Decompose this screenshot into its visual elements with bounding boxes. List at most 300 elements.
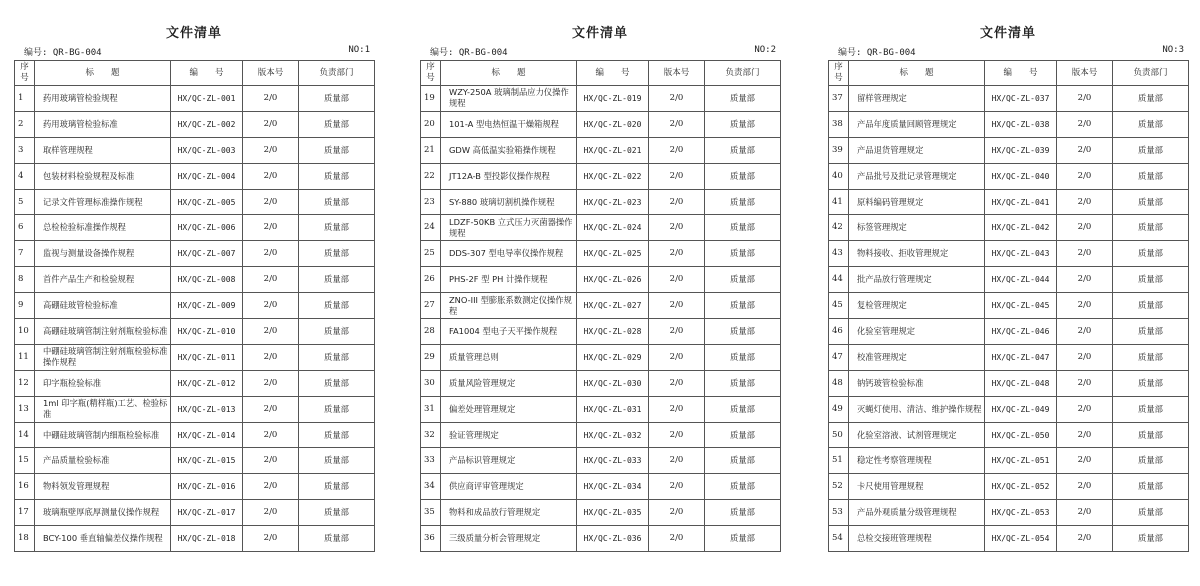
row-seq: 45 (829, 293, 849, 319)
table-row (15, 474, 375, 500)
row-version: 2/0 (649, 111, 705, 137)
header-dept: 负责部门 (705, 61, 781, 86)
row-code: HX/QC-ZL-039 (985, 137, 1057, 163)
row-code: HX/QC-ZL-037 (985, 86, 1057, 112)
row-seq: 17 (15, 500, 35, 526)
row-code: HX/QC-ZL-042 (985, 215, 1057, 241)
row-version: 2/0 (243, 111, 299, 137)
table-row (421, 474, 781, 500)
row-seq: 7 (15, 241, 35, 267)
row-dept: 质量部 (299, 86, 375, 112)
row-code: HX/QC-ZL-020 (577, 111, 649, 137)
row-version: 2/0 (649, 500, 705, 526)
row-seq: 22 (421, 163, 441, 189)
row-dept: 质量部 (299, 319, 375, 345)
row-dept: 质量部 (705, 396, 781, 422)
row-dept: 质量部 (299, 422, 375, 448)
row-code: HX/QC-ZL-044 (985, 267, 1057, 293)
row-dept: 质量部 (299, 163, 375, 189)
row-seq: 23 (421, 189, 441, 215)
row-seq: 29 (421, 344, 441, 370)
row-version: 2/0 (243, 370, 299, 396)
table-row (829, 526, 1189, 552)
row-seq: 49 (829, 396, 849, 422)
row-seq: 34 (421, 474, 441, 500)
page-number-label: NO:2 (754, 45, 776, 55)
table-row (15, 163, 375, 189)
row-title: 中硼硅玻璃管制注射剂瓶检验标准操作规程 (35, 344, 171, 370)
header-seq: 序号 (829, 61, 849, 86)
row-title: 药用玻璃管检验规程 (35, 86, 171, 112)
header-dept: 负责部门 (1113, 61, 1189, 86)
row-title: SY-880 玻璃切割机操作规程 (441, 189, 577, 215)
row-version: 2/0 (649, 267, 705, 293)
row-version: 2/0 (649, 215, 705, 241)
table-row (421, 189, 781, 215)
row-dept: 质量部 (705, 474, 781, 500)
row-version: 2/0 (243, 526, 299, 552)
row-code: HX/QC-ZL-002 (171, 111, 243, 137)
table-row (829, 111, 1189, 137)
row-title: 物料领发管理规程 (35, 474, 171, 500)
row-dept: 质量部 (1113, 448, 1189, 474)
row-seq: 26 (421, 267, 441, 293)
row-dept: 质量部 (705, 215, 781, 241)
row-dept: 质量部 (1113, 422, 1189, 448)
row-version: 2/0 (649, 137, 705, 163)
row-title: 灭蝇灯使用、清洁、维护操作规程 (849, 396, 985, 422)
row-code: HX/QC-ZL-047 (985, 344, 1057, 370)
row-title: BCY-100 垂直轴偏差仪操作规程 (35, 526, 171, 552)
table-header-row (15, 61, 375, 86)
table-row (421, 422, 781, 448)
row-dept: 质量部 (1113, 344, 1189, 370)
row-dept: 质量部 (1113, 267, 1189, 293)
table-row (15, 86, 375, 112)
row-dept: 质量部 (705, 137, 781, 163)
row-seq: 53 (829, 500, 849, 526)
header-version: 版本号 (649, 61, 705, 86)
row-title: 质量管理总则 (441, 344, 577, 370)
row-code: HX/QC-ZL-045 (985, 293, 1057, 319)
row-dept: 质量部 (299, 370, 375, 396)
row-version: 2/0 (1057, 267, 1113, 293)
row-code: HX/QC-ZL-007 (171, 241, 243, 267)
row-seq: 42 (829, 215, 849, 241)
table-row (829, 319, 1189, 345)
row-seq: 41 (829, 189, 849, 215)
row-title: 验证管理规定 (441, 422, 577, 448)
row-seq: 35 (421, 500, 441, 526)
row-seq: 48 (829, 370, 849, 396)
header-code: 编 号 (577, 61, 649, 86)
document-meta (828, 45, 1192, 57)
row-code: HX/QC-ZL-041 (985, 189, 1057, 215)
row-code: HX/QC-ZL-010 (171, 319, 243, 345)
document-meta (14, 45, 378, 57)
row-version: 2/0 (1057, 319, 1113, 345)
row-seq: 36 (421, 526, 441, 552)
header-dept: 负责部门 (299, 61, 375, 86)
table-row (829, 86, 1189, 112)
row-title: 供应商评审管理规定 (441, 474, 577, 500)
row-code: HX/QC-ZL-027 (577, 293, 649, 319)
row-code: HX/QC-ZL-035 (577, 500, 649, 526)
row-version: 2/0 (649, 241, 705, 267)
row-code: HX/QC-ZL-033 (577, 448, 649, 474)
row-version: 2/0 (649, 474, 705, 500)
row-version: 2/0 (1057, 500, 1113, 526)
row-title: 三级质量分析会管理规定 (441, 526, 577, 552)
row-dept: 质量部 (705, 500, 781, 526)
row-code: HX/QC-ZL-017 (171, 500, 243, 526)
file-list-table (828, 60, 1189, 552)
row-code: HX/QC-ZL-028 (577, 319, 649, 345)
header-title: 标 题 (441, 61, 577, 86)
row-version: 2/0 (1057, 370, 1113, 396)
row-seq: 54 (829, 526, 849, 552)
row-dept: 质量部 (299, 189, 375, 215)
row-title: 总检交接班管理规程 (849, 526, 985, 552)
row-version: 2/0 (649, 370, 705, 396)
row-dept: 质量部 (299, 137, 375, 163)
row-code: HX/QC-ZL-018 (171, 526, 243, 552)
table-row (829, 422, 1189, 448)
table-row (829, 189, 1189, 215)
row-code: HX/QC-ZL-046 (985, 319, 1057, 345)
row-title: JT12A-B 型投影仪操作规程 (441, 163, 577, 189)
header-title: 标 题 (849, 61, 985, 86)
row-version: 2/0 (243, 267, 299, 293)
row-code: HX/QC-ZL-030 (577, 370, 649, 396)
row-code: HX/QC-ZL-031 (577, 396, 649, 422)
header-version: 版本号 (1057, 61, 1113, 86)
row-dept: 质量部 (1113, 111, 1189, 137)
row-seq: 50 (829, 422, 849, 448)
row-code: HX/QC-ZL-038 (985, 111, 1057, 137)
table-row (829, 500, 1189, 526)
row-seq: 20 (421, 111, 441, 137)
row-dept: 质量部 (299, 396, 375, 422)
row-version: 2/0 (243, 215, 299, 241)
row-version: 2/0 (243, 448, 299, 474)
form-code-label: 编号: QR-BG-004 (838, 48, 916, 58)
row-code: HX/QC-ZL-022 (577, 163, 649, 189)
row-title: 复检管理规定 (849, 293, 985, 319)
row-code: HX/QC-ZL-052 (985, 474, 1057, 500)
row-code: HX/QC-ZL-021 (577, 137, 649, 163)
row-seq: 30 (421, 370, 441, 396)
row-seq: 19 (421, 86, 441, 112)
table-row (15, 448, 375, 474)
row-title: 留样管理规定 (849, 86, 985, 112)
row-dept: 质量部 (705, 422, 781, 448)
row-title: 产品批号及批记录管理规定 (849, 163, 985, 189)
header-seq: 序号 (421, 61, 441, 86)
row-dept: 质量部 (705, 163, 781, 189)
row-seq: 39 (829, 137, 849, 163)
row-seq: 52 (829, 474, 849, 500)
row-title: 化验室溶液、试剂管理规定 (849, 422, 985, 448)
table-row (421, 319, 781, 345)
row-code: HX/QC-ZL-026 (577, 267, 649, 293)
row-code: HX/QC-ZL-004 (171, 163, 243, 189)
row-title: 取样管理规程 (35, 137, 171, 163)
row-version: 2/0 (1057, 241, 1113, 267)
row-seq: 1 (15, 86, 35, 112)
header-title: 标 题 (35, 61, 171, 86)
header-code: 编 号 (171, 61, 243, 86)
row-code: HX/QC-ZL-013 (171, 396, 243, 422)
row-dept: 质量部 (299, 474, 375, 500)
table-row (829, 163, 1189, 189)
row-title: 产品年度质量回顾管理规定 (849, 111, 985, 137)
row-code: HX/QC-ZL-016 (171, 474, 243, 500)
row-title: 包装材料检验规程及标准 (35, 163, 171, 189)
row-dept: 质量部 (705, 86, 781, 112)
row-title: 产品质量检验标准 (35, 448, 171, 474)
row-title: 化验室管理规定 (849, 319, 985, 345)
table-row (421, 396, 781, 422)
table-row (15, 319, 375, 345)
row-dept: 质量部 (705, 189, 781, 215)
table-row (421, 215, 781, 241)
row-version: 2/0 (243, 396, 299, 422)
table-row (421, 267, 781, 293)
row-dept: 质量部 (705, 344, 781, 370)
table-row (15, 137, 375, 163)
row-code: HX/QC-ZL-023 (577, 189, 649, 215)
table-row (421, 526, 781, 552)
table-row (421, 137, 781, 163)
row-dept: 质量部 (1113, 396, 1189, 422)
row-title: 产品退货管理规定 (849, 137, 985, 163)
row-title: 玻璃瓶壁厚底厚测量仪操作规程 (35, 500, 171, 526)
document-page-1 (6, 0, 382, 586)
row-version: 2/0 (1057, 422, 1113, 448)
row-code: HX/QC-ZL-025 (577, 241, 649, 267)
row-title: FA1004 型电子天平操作规程 (441, 319, 577, 345)
table-row (15, 267, 375, 293)
table-row (829, 370, 1189, 396)
row-dept: 质量部 (705, 319, 781, 345)
table-row (421, 163, 781, 189)
table-row (421, 448, 781, 474)
table-row (421, 344, 781, 370)
row-version: 2/0 (649, 448, 705, 474)
row-version: 2/0 (649, 86, 705, 112)
row-seq: 11 (15, 344, 35, 370)
row-dept: 质量部 (1113, 474, 1189, 500)
row-seq: 40 (829, 163, 849, 189)
row-title: PHS-2F 型 PH 计操作规程 (441, 267, 577, 293)
row-seq: 5 (15, 189, 35, 215)
table-row (421, 500, 781, 526)
row-code: HX/QC-ZL-036 (577, 526, 649, 552)
row-version: 2/0 (1057, 163, 1113, 189)
table-row (829, 241, 1189, 267)
row-seq: 43 (829, 241, 849, 267)
document-title: 文件清单 (571, 26, 628, 41)
row-code: HX/QC-ZL-003 (171, 137, 243, 163)
row-dept: 质量部 (1113, 189, 1189, 215)
row-version: 2/0 (243, 319, 299, 345)
row-title: 标签管理规定 (849, 215, 985, 241)
table-row (15, 422, 375, 448)
row-code: HX/QC-ZL-001 (171, 86, 243, 112)
row-version: 2/0 (243, 422, 299, 448)
row-version: 2/0 (1057, 448, 1113, 474)
row-title: 钠钙玻管检验标准 (849, 370, 985, 396)
table-row (421, 293, 781, 319)
row-title: 产品外观质量分级管理规程 (849, 500, 985, 526)
row-dept: 质量部 (1113, 370, 1189, 396)
row-version: 2/0 (243, 474, 299, 500)
row-version: 2/0 (1057, 474, 1113, 500)
row-title: 质量风险管理规定 (441, 370, 577, 396)
row-code: HX/QC-ZL-012 (171, 370, 243, 396)
row-dept: 质量部 (705, 111, 781, 137)
row-seq: 12 (15, 370, 35, 396)
row-version: 2/0 (1057, 215, 1113, 241)
row-title: 偏差处理管理规定 (441, 396, 577, 422)
row-dept: 质量部 (1113, 293, 1189, 319)
row-dept: 质量部 (299, 526, 375, 552)
row-title: GDW 高低温实验箱操作规程 (441, 137, 577, 163)
row-seq: 14 (15, 422, 35, 448)
row-title: 药用玻璃管检验标准 (35, 111, 171, 137)
row-version: 2/0 (1057, 86, 1113, 112)
row-version: 2/0 (649, 344, 705, 370)
row-dept: 质量部 (1113, 319, 1189, 345)
row-seq: 16 (15, 474, 35, 500)
row-code: HX/QC-ZL-040 (985, 163, 1057, 189)
row-version: 2/0 (243, 500, 299, 526)
row-dept: 质量部 (1113, 86, 1189, 112)
row-version: 2/0 (1057, 526, 1113, 552)
row-version: 2/0 (243, 189, 299, 215)
row-code: HX/QC-ZL-050 (985, 422, 1057, 448)
row-seq: 18 (15, 526, 35, 552)
row-dept: 质量部 (299, 293, 375, 319)
row-code: HX/QC-ZL-032 (577, 422, 649, 448)
row-dept: 质量部 (1113, 137, 1189, 163)
row-seq: 47 (829, 344, 849, 370)
row-title: 原料编码管理规定 (849, 189, 985, 215)
row-version: 2/0 (649, 396, 705, 422)
row-dept: 质量部 (705, 241, 781, 267)
table-row (829, 293, 1189, 319)
header-version: 版本号 (243, 61, 299, 86)
row-dept: 质量部 (299, 500, 375, 526)
row-title: 总检检验标准操作规程 (35, 215, 171, 241)
table-row (829, 344, 1189, 370)
row-code: HX/QC-ZL-049 (985, 396, 1057, 422)
row-version: 2/0 (1057, 189, 1113, 215)
row-code: HX/QC-ZL-011 (171, 344, 243, 370)
row-seq: 21 (421, 137, 441, 163)
row-dept: 质量部 (299, 267, 375, 293)
row-version: 2/0 (649, 526, 705, 552)
row-title: 物料接收、拒收管理规定 (849, 241, 985, 267)
table-row (15, 111, 375, 137)
row-title: 产品标识管理规定 (441, 448, 577, 474)
row-title: 物料和成品放行管理规定 (441, 500, 577, 526)
row-dept: 质量部 (1113, 163, 1189, 189)
row-code: HX/QC-ZL-053 (985, 500, 1057, 526)
row-seq: 44 (829, 267, 849, 293)
table-row (829, 448, 1189, 474)
table-row (829, 267, 1189, 293)
row-seq: 51 (829, 448, 849, 474)
row-title: 高硼硅玻璃管制注射剂瓶检验标准 (35, 319, 171, 345)
row-dept: 质量部 (299, 111, 375, 137)
table-row (829, 215, 1189, 241)
row-title: 批产品放行管理规定 (849, 267, 985, 293)
row-seq: 38 (829, 111, 849, 137)
table-row (421, 86, 781, 112)
row-dept: 质量部 (1113, 241, 1189, 267)
row-code: HX/QC-ZL-024 (577, 215, 649, 241)
row-version: 2/0 (1057, 396, 1113, 422)
row-seq: 10 (15, 319, 35, 345)
row-code: HX/QC-ZL-029 (577, 344, 649, 370)
form-code-label: 编号: QR-BG-004 (24, 48, 102, 58)
table-row (15, 500, 375, 526)
file-list-table (14, 60, 375, 552)
table-row (15, 241, 375, 267)
row-version: 2/0 (243, 137, 299, 163)
page-number-label: NO:1 (348, 45, 370, 55)
row-title: 1ml 印字瓶(精样瓶)工艺、检验标准 (35, 396, 171, 422)
row-dept: 质量部 (705, 526, 781, 552)
table-row (15, 526, 375, 552)
row-dept: 质量部 (705, 448, 781, 474)
row-version: 2/0 (649, 293, 705, 319)
row-dept: 质量部 (299, 241, 375, 267)
row-code: HX/QC-ZL-051 (985, 448, 1057, 474)
row-title: 记录文件管理标准操作规程 (35, 189, 171, 215)
table-row (15, 189, 375, 215)
document-title: 文件清单 (979, 26, 1036, 41)
row-version: 2/0 (243, 344, 299, 370)
row-version: 2/0 (649, 163, 705, 189)
row-seq: 15 (15, 448, 35, 474)
row-dept: 质量部 (299, 448, 375, 474)
row-code: HX/QC-ZL-014 (171, 422, 243, 448)
row-seq: 2 (15, 111, 35, 137)
table-row (421, 370, 781, 396)
row-seq: 31 (421, 396, 441, 422)
row-seq: 33 (421, 448, 441, 474)
row-seq: 27 (421, 293, 441, 319)
document-page-2 (412, 0, 788, 586)
row-code: HX/QC-ZL-048 (985, 370, 1057, 396)
row-code: HX/QC-ZL-019 (577, 86, 649, 112)
row-dept: 质量部 (705, 370, 781, 396)
header-seq: 序号 (15, 61, 35, 86)
row-version: 2/0 (649, 189, 705, 215)
header-code: 编 号 (985, 61, 1057, 86)
row-version: 2/0 (1057, 293, 1113, 319)
row-seq: 28 (421, 319, 441, 345)
table-header-row (829, 61, 1189, 86)
table-row (15, 293, 375, 319)
row-seq: 25 (421, 241, 441, 267)
row-dept: 质量部 (299, 215, 375, 241)
row-title: 高硼硅玻管检验标准 (35, 293, 171, 319)
table-row (421, 111, 781, 137)
